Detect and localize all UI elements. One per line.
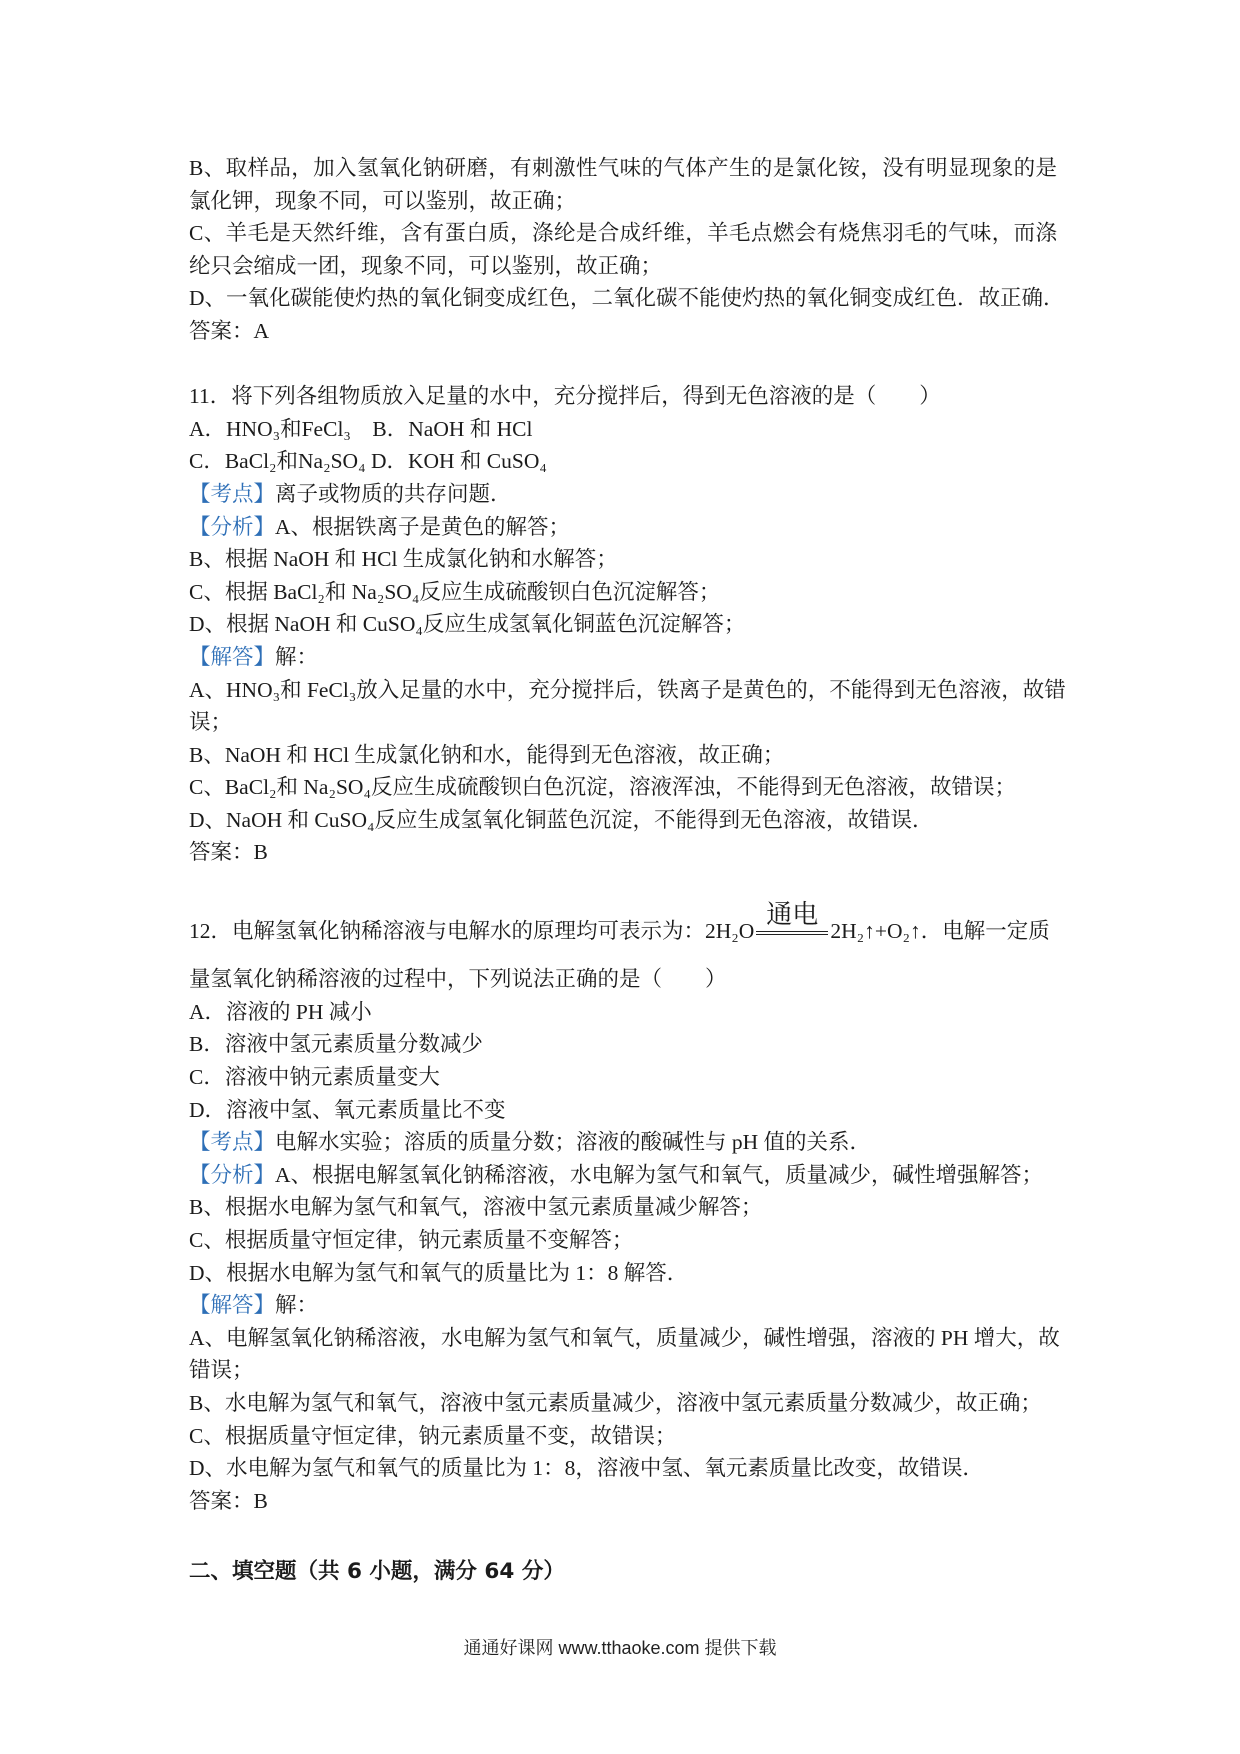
q11-jieda-line-5: D、NaOH 和 CuSO₄反应生成氢氧化铜蓝色沉淀，不能得到无色溶液，故错误． xyxy=(189,807,934,832)
reaction-condition-sign xyxy=(756,899,828,935)
q11-fenxi-label: 【分析】 xyxy=(189,514,276,539)
q11-jieda-label: 【解答】 xyxy=(189,644,276,669)
q11-jieda-intro: 解： xyxy=(275,644,319,669)
q11-jieda-row xyxy=(189,641,1057,674)
q11-options-line-1: A．HNO₃和FeCl₃ B．NaOH 和 HCl xyxy=(189,416,533,441)
q11-jieda-line-2: 误； xyxy=(189,710,233,735)
q12-kaodian-text: 电解水实验；溶质的质量分数；溶液的酸碱性与 pH 值的关系． xyxy=(275,1130,872,1155)
blank-line xyxy=(189,1517,1057,1550)
q11-kaodian-label: 【考点】 xyxy=(189,481,276,506)
q12-fenxi-line-1: A、根据电解氢氧化钠稀溶液，水电解为氢气和氧气，质量减少，碱性增强解答； xyxy=(275,1162,1044,1187)
q11-answer: 答案：B xyxy=(189,840,268,865)
document-body xyxy=(189,152,1066,1589)
page-footer: 通通好课网 www.tthaoke.com 提供下载 xyxy=(463,1638,777,1658)
q10-explain-b-line-2: 氯化钾，现象不同，可以鉴别，故正确； xyxy=(189,188,577,213)
q10-explain-d: D、一氧化碳能使灼热的氧化铜变成红色，二氧化碳不能使灼热的氧化铜变成红色．故正确． xyxy=(189,286,1065,311)
q12-fenxi-line-4: D、根据水电解为氢气和氧气的质量比为 1：8 解答． xyxy=(189,1260,689,1285)
q12-jieda-line-1: A、电解氢氧化钠稀溶液，水电解为氢气和氧气，质量减少，碱性增强，溶液的 PH 增大，故 xyxy=(189,1325,1060,1350)
q12-option-d: D．溶液中氢、氧元素质量比不变 xyxy=(189,1097,506,1122)
q11-fenxi-row xyxy=(189,511,1057,544)
q11-jieda-line-1: A、HNO₃和 FeCl₃放入足量的水中，充分搅拌后，铁离子是黄色的，不能得到无色溶液，故错 xyxy=(189,677,1066,702)
q11-fenxi-line-1: A、根据铁离子是黄色的解答； xyxy=(275,514,571,539)
q12-jieda-line-2: 错误； xyxy=(189,1358,254,1383)
q12-jieda-intro: 解： xyxy=(275,1293,319,1318)
q11-jieda-line-3: B、NaOH 和 HCl 生成氯化钠和水，能得到无色溶液，故正确； xyxy=(189,742,785,767)
q11-fenxi-line-3: C、根据 BaCl₂和 Na₂SO₄反应生成硫酸钡白色沉淀解答； xyxy=(189,579,721,604)
q12-stem-line-1 xyxy=(189,899,1057,948)
q12-option-a: A．溶液的 PH 减小 xyxy=(189,999,372,1024)
blank-line xyxy=(189,348,1057,381)
q12-jieda-line-5: D、水电解为氢气和氧气的质量比为 1：8，溶液中氢、氧元素质量比改变，故错误． xyxy=(189,1456,984,1481)
double-line-equals-sign xyxy=(756,931,828,935)
q12-kaodian-label: 【考点】 xyxy=(189,1130,276,1155)
q10-explain-b-line-1: B、取样品，加入氢氧化钠研磨，有刺激性气味的气体产生的是氯化铵，没有明显现象的是 xyxy=(189,156,1057,180)
q10-explain-c-line-2: 纶只会缩成一团，现象不同，可以鉴别，故正确； xyxy=(189,253,663,278)
q12-option-c: C．溶液中钠元素质量变大 xyxy=(189,1065,440,1090)
q12-fenxi-line-3: C、根据质量守恒定律，钠元素质量不变解答； xyxy=(189,1228,634,1252)
q11-kaodian-text: 离子或物质的共存问题． xyxy=(275,481,512,506)
q11-jieda-line-4: C、BaCl₂和 Na₂SO₄反应生成硫酸钡白色沉淀，溶液浑浊，不能得到无色溶液，故错误； xyxy=(189,775,1016,800)
q12-jieda-row xyxy=(189,1289,1057,1322)
q12-fenxi-line-2: B、根据水电解为氢气和氧气，溶液中氢元素质量减少解答； xyxy=(189,1195,763,1220)
q12-kaodian-row xyxy=(189,1126,1057,1159)
q12-jieda-line-3: B、水电解为氢气和氧气，溶液中氢元素质量减少，溶液中氢元素质量分数减少，故正确； xyxy=(189,1390,1042,1415)
blank-line xyxy=(189,869,1057,902)
q11-options-line-2: C．BaCl₂和Na₂SO₄ D．KOH 和 CuSO₄ xyxy=(189,449,547,474)
q12-stem-after-equation: 2H₂↑+O₂↑．电解一定质 xyxy=(830,918,1050,943)
q12-fenxi-row xyxy=(189,1159,1057,1192)
q11-fenxi-line-2: B、根据 NaOH 和 HCl 生成氯化钠和水解答； xyxy=(189,547,618,572)
q11-stem: 11．将下列各组物质放入足量的水中，充分搅拌后，得到无色溶液的是（ ） xyxy=(189,384,941,409)
section-heading: 二、填空题（共 6 小题，满分 64 分） xyxy=(189,1558,565,1584)
q12-answer: 答案：B xyxy=(189,1488,268,1513)
q12-jieda-line-4: C、根据质量守恒定律，钠元素质量不变，故错误； xyxy=(189,1423,677,1448)
q12-option-b: B．溶液中氢元素质量分数减少 xyxy=(189,1032,483,1057)
q12-jieda-label: 【解答】 xyxy=(189,1293,276,1318)
q12-fenxi-label: 【分析】 xyxy=(189,1162,276,1187)
q10-explain-c-line-1: C、羊毛是天然纤维，含有蛋白质，涤纶是合成纤维，羊毛点燃会有烧焦羽毛的气味，而涤 xyxy=(189,221,1057,246)
q10-answer: 答案：A xyxy=(189,318,270,343)
reaction-condition-text: 通电 xyxy=(766,899,819,930)
q12-stem-line-2: 量氢氧化钠稀溶液的过程中，下列说法正确的是（ ） xyxy=(189,967,727,992)
q11-kaodian-row xyxy=(189,478,1057,511)
q11-fenxi-line-4: D、根据 NaOH 和 CuSO₄反应生成氢氧化铜蓝色沉淀解答； xyxy=(189,612,746,637)
q12-stem-before-equation: 12．电解氢氧化钠稀溶液与电解水的原理均可表示为：2H₂O xyxy=(189,918,755,943)
